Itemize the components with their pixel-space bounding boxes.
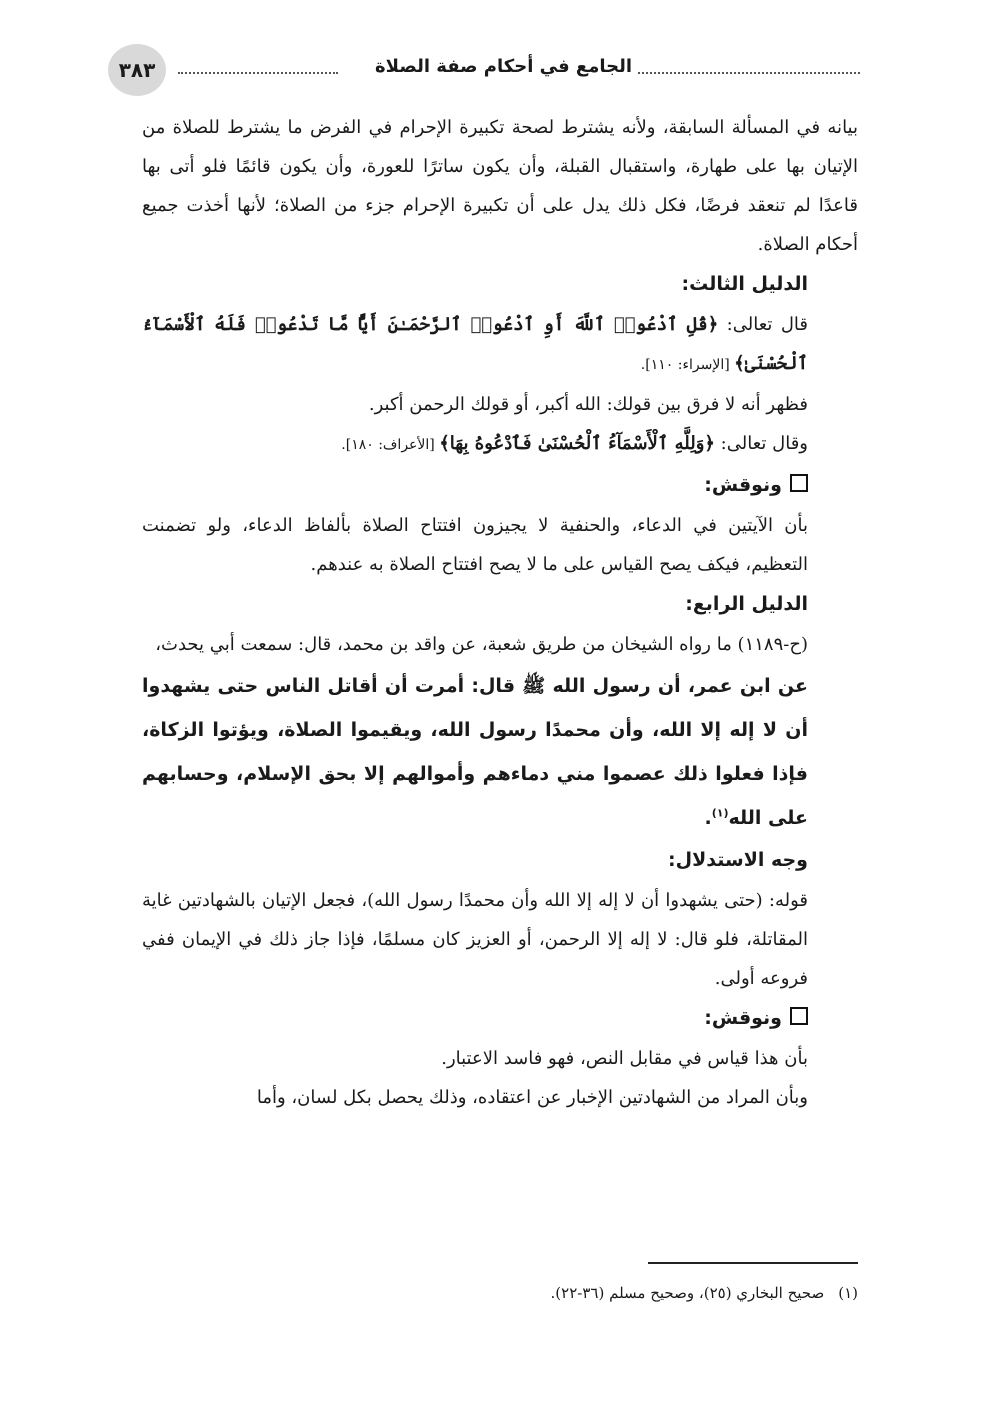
paragraph-discussion-2a: بأن هذا قياس في مقابل النص، فهو فاسد الاعتبار. bbox=[441, 1048, 808, 1069]
page-header bbox=[108, 44, 860, 100]
heading-discussed-1-label: ونوقش: bbox=[704, 474, 782, 496]
main-text bbox=[142, 108, 858, 1117]
paragraph-inference: قوله: (حتى يشهدوا أن لا إله إلا الله وأن محمدًا رسول الله)، فجعل الإتيان بالشهادتين غاية المقاتلة، فلو قال: لا إله إلا الرحمن، أو العزيز كان مسلمًا، فإذا جاز ذلك في الإيمان ففي فروعه أولى. bbox=[142, 890, 808, 989]
paragraph-narration: (ح-١١٨٩) ما رواه الشيخان من طريق شعبة، عن واقد بن محمد، قال: سمعت أبي يحدث، bbox=[155, 634, 808, 655]
paragraph-discussion-2b: وبأن المراد من الشهادتين الإخبار عن اعتقاده، وذلك يحصل بكل لسان، وأما bbox=[256, 1087, 808, 1108]
square-checkbox-icon bbox=[790, 1007, 808, 1025]
footnote bbox=[142, 1280, 858, 1306]
header-dotted-rule-right bbox=[638, 72, 860, 74]
quran-verse-2: ﴿وَلِلَّهِ ٱلْأَسْمَآءُ ٱلْحُسْنَىٰ فَٱدْعُوهُ بِهَا﴾ bbox=[439, 433, 715, 454]
paragraph-continuation: بيانه في المسألة السابقة، ولأنه يشترط لصحة تكبيرة الإحرام في الفرض ما يشترط للصلاة من الإتيان بها على طهارة، واستقبال القبلة، وأن يكون ساترًا للعورة، وأن يكون قائمًا فلو أتى بها قاعدًا لم تنعقد فرضًا، فكل ذلك يدل على أن تكبيرة الإحرام جزء من الصلاة؛ لأنها أخذت جميع أحكام الصلاة. bbox=[142, 117, 858, 255]
verse1-reference: [الإسراء: ١١٠]. bbox=[640, 357, 735, 373]
verse2-reference: [الأعراف: ١٨٠]. bbox=[341, 437, 440, 453]
paragraph-discussion-1: بأن الآيتين في الدعاء، والحنفية لا يجيزون افتتاح الصلاة بألفاظ الدعاء، ولو تضمنت التعظيم، فيكف يصح القياس على ما لا يصح افتتاح الصلاة به عندهم. bbox=[142, 515, 808, 575]
heading-discussed-2 bbox=[142, 998, 858, 1039]
page-number-badge bbox=[108, 44, 166, 96]
page-number: ٣٨٣ bbox=[118, 58, 156, 82]
paragraph-no-difference: فظهر أنه لا فرق بين قولك: الله أكبر، أو قولك الرحمن أكبر. bbox=[368, 394, 808, 415]
heading-third-evidence: الدليل الثالث: bbox=[681, 273, 808, 295]
header-dotted-rule-left bbox=[178, 72, 338, 74]
heading-discussed-1 bbox=[142, 465, 858, 506]
quran-verse-1: ﴿قُلِ ٱدْعُوا۟ ٱللَّهَ أَوِ ٱدْعُوا۟ ٱلرَّحْمَـٰنَ أَيًّا مَّا تَدْعُوا۟ فَلَهُ ٱلْأَسْمَآءُ ٱلْحُسْنَىٰ﴾ bbox=[142, 314, 808, 374]
heading-discussed-2-label: ونوقش: bbox=[704, 1007, 782, 1029]
hadith-body: عن ابن عمر، أن رسول الله ﷺ قال: أمرت أن أقاتل الناس حتى يشهدوا أن لا إله إلا الله، وأن محمدًا رسول الله، ويقيموا الصلاة، ويؤتوا الزكاة، فإذا فعلوا ذلك عصموا مني دماءهم وأموالهم إلا بحق الإسلام، وحسابهم على الله bbox=[142, 675, 808, 829]
verse2-intro: وقال تعالى: bbox=[714, 433, 808, 454]
hadith-end: . bbox=[704, 807, 712, 829]
verse-paragraph-1 bbox=[142, 305, 858, 385]
heading-fourth-evidence: الدليل الرابع: bbox=[685, 593, 808, 615]
footnote-number: (١) bbox=[838, 1284, 858, 1302]
verse1-intro: قال تعالى: bbox=[718, 314, 808, 335]
verse-paragraph-2 bbox=[142, 424, 858, 465]
heading-inference: وجه الاستدلال: bbox=[668, 849, 808, 871]
hadith-text bbox=[142, 664, 858, 840]
running-title: الجامع في أحكام صفة الصلاة bbox=[375, 56, 632, 77]
footnote-text: صحيح البخاري (٢٥)، وصحيح مسلم (٣٦-٢٢). bbox=[550, 1284, 825, 1302]
footnote-marker[interactable]: (١) bbox=[711, 806, 729, 820]
square-checkbox-icon bbox=[790, 474, 808, 492]
footnote-divider bbox=[648, 1262, 858, 1264]
